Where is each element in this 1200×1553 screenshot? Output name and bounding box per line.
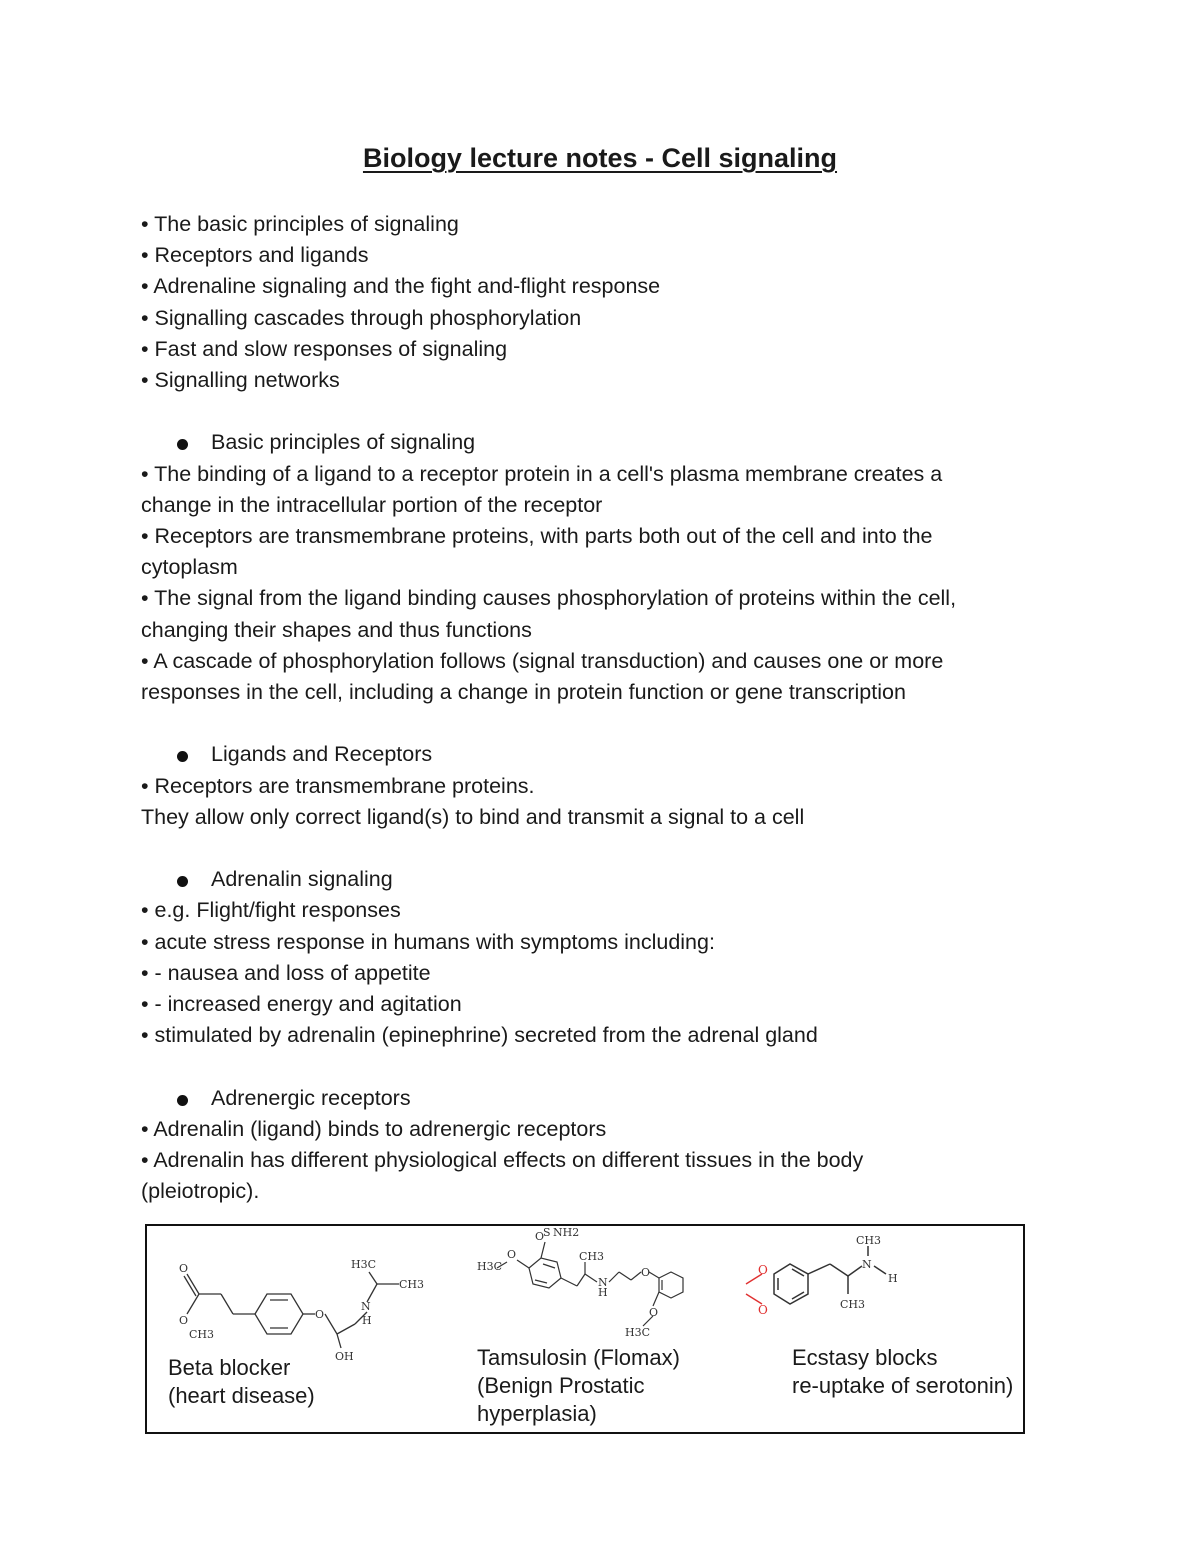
atom-label: N — [598, 1276, 608, 1289]
spacer — [141, 708, 1041, 739]
atom-label: O — [179, 1262, 189, 1275]
section-line: • A cascade of phosphorylation follows (signal transduction) and causes one or more — [141, 648, 944, 673]
overview-item: • Fast and slow responses of signaling — [141, 336, 508, 361]
section-line: • The binding of a ligand to a receptor protein in a cell's plasma membrane creates a — [141, 461, 943, 486]
beta-blocker-caption: Beta blocker (heart disease) — [168, 1355, 315, 1408]
section-line: They allow only correct ligand(s) to bind and transmit a signal to a cell — [141, 804, 805, 829]
atom-label: O — [641, 1266, 651, 1279]
overview-list — [141, 209, 1041, 396]
atom-label: NH2 — [553, 1226, 580, 1239]
atom-label: O — [507, 1248, 517, 1261]
drug-structures-figure — [145, 1224, 1025, 1434]
beta-blocker-structure-image — [159, 1244, 425, 1363]
section-ligands-receptors — [141, 739, 1041, 833]
section-line: • Adrenalin (ligand) binds to adrenergic receptors — [141, 1116, 607, 1141]
atom-label: O — [179, 1314, 189, 1327]
section-line: • Receptors are transmembrane proteins. — [141, 773, 535, 798]
notes-body — [141, 209, 1041, 1207]
spacer — [141, 396, 1041, 427]
atom-label: O — [315, 1308, 325, 1321]
atom-label: CH3 — [856, 1234, 882, 1247]
section-adrenalin-signaling — [141, 864, 1041, 1051]
atom-label: O — [758, 1303, 768, 1317]
atom-label: H3C — [625, 1326, 651, 1339]
section-line: changing their shapes and thus functions — [141, 617, 532, 642]
section-line: change in the intracellular portion of the receptor — [141, 492, 603, 517]
overview-item: • Signalling cascades through phosphorylation — [141, 305, 582, 330]
tamsulosin-caption: Tamsulosin (Flomax) (Benign Prostatic hyperplasia) — [477, 1345, 680, 1426]
section-heading: Ligands and Receptors — [141, 739, 1041, 770]
atom-label: CH3 — [399, 1278, 425, 1291]
overview-item: • Adrenaline signaling and the fight and-flight response — [141, 274, 661, 299]
section-adrenergic-receptors — [141, 1083, 1041, 1208]
section-line: • Adrenalin has different physiological effects on different tissues in the body — [141, 1148, 864, 1173]
overview-item: • The basic principles of signaling — [141, 212, 459, 236]
atom-label: CH3 — [189, 1328, 215, 1341]
overview-item: • Signalling networks — [141, 368, 340, 393]
section-line: • acute stress response in humans with symptoms including: — [141, 929, 715, 954]
section-heading: Adrenergic receptors — [141, 1083, 1041, 1114]
section-basic-principles — [141, 427, 1041, 708]
section-line: • - increased energy and agitation — [141, 992, 462, 1017]
section-heading: Adrenalin signaling — [141, 864, 1041, 895]
atom-label: H — [362, 1314, 372, 1327]
atom-label: CH3 — [840, 1298, 866, 1311]
bullet-icon — [177, 1095, 188, 1106]
atom-label: OH — [335, 1350, 354, 1363]
page-title: Biology lecture notes - Cell signaling — [362, 143, 838, 173]
atom-label: H — [598, 1286, 608, 1299]
section-line: • e.g. Flight/fight responses — [141, 898, 401, 923]
atom-label: O — [758, 1263, 768, 1277]
section-line: • stimulated by adrenalin (epinephrine) secreted from the adrenal gland — [141, 1023, 818, 1048]
atom-label: H3C — [351, 1258, 377, 1271]
section-line: • The signal from the ligand binding causes phosphorylation of proteins within the cell, — [141, 586, 957, 611]
atom-label: S — [543, 1226, 551, 1239]
ecstasy-caption: Ecstasy blocks re-uptake of serotonin) — [792, 1345, 1014, 1398]
tamsulosin-structure-image — [477, 1228, 697, 1343]
atom-label: CH3 — [579, 1250, 605, 1263]
section-line: • - nausea and loss of appetite — [141, 960, 431, 985]
section-heading: Basic principles of signaling — [141, 427, 1041, 458]
atom-label: N — [361, 1300, 371, 1313]
ecstasy-structure-image — [732, 1232, 992, 1332]
atom-label: H — [888, 1272, 898, 1285]
atom-label: O — [535, 1230, 545, 1243]
atom-label: H3C — [477, 1260, 503, 1273]
section-line: cytoplasm — [141, 555, 238, 580]
atom-label: O — [649, 1306, 659, 1319]
section-line: • Receptors are transmembrane proteins, with parts both out of the cell and into the — [141, 524, 933, 549]
spacer — [141, 833, 1041, 864]
spacer — [141, 1051, 1041, 1082]
section-line: (pleiotropic). — [141, 1179, 260, 1204]
overview-item: • Receptors and ligands — [141, 243, 369, 268]
atom-label: N — [862, 1258, 872, 1271]
section-line: responses in the cell, including a change in protein function or gene transcription — [141, 680, 906, 705]
